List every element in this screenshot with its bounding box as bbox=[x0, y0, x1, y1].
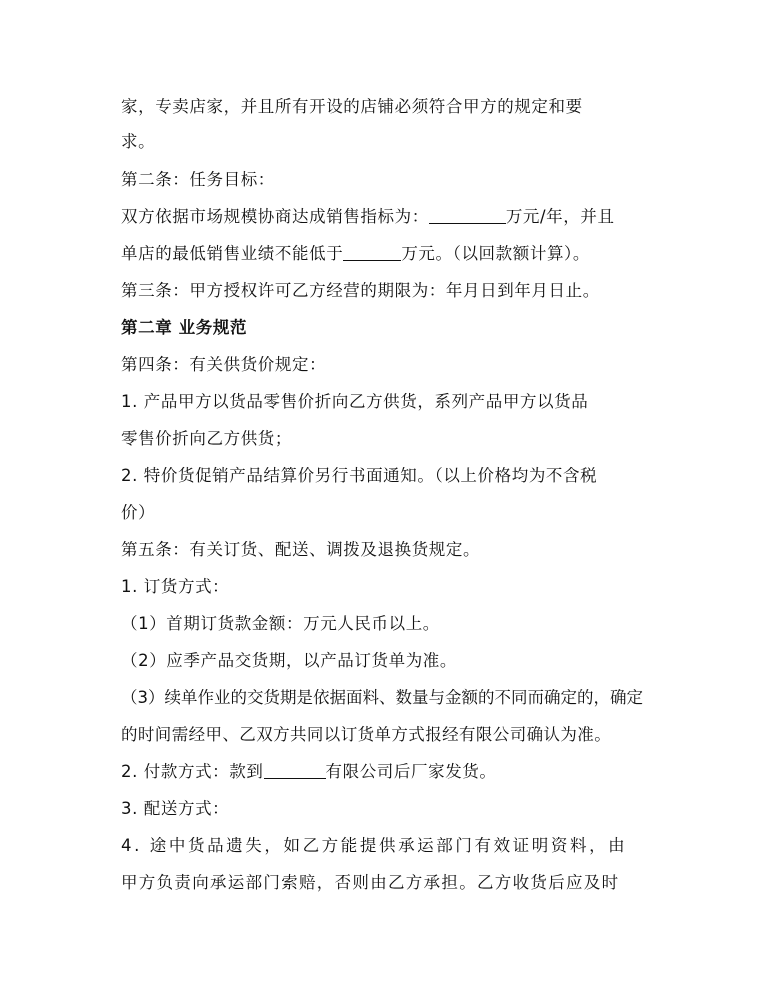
section-heading: 第二条：任务目标： bbox=[121, 170, 275, 189]
text-line bbox=[121, 207, 615, 227]
chapter-heading: 第二章 业务规范 bbox=[121, 318, 248, 337]
text-line: 零售价折向乙方供货； bbox=[121, 429, 292, 448]
text-line: 求。 bbox=[121, 132, 156, 151]
blank-field bbox=[343, 245, 401, 261]
text-segment: 双方依据市场规模协商达成销售指标为： bbox=[121, 207, 429, 226]
text-line: 4. 途中货品遗失，如乙方能提供承运部门有效证明资料，由 bbox=[121, 836, 628, 855]
section-heading: 第四条：有关供货价规定： bbox=[121, 355, 327, 374]
text-line: （1）首期订货款金额：万元人民币以上。 bbox=[121, 614, 440, 633]
text-line: （3）续单作业的交货期是依据面料、数量与金额的不同而确定的，确定 bbox=[121, 688, 643, 707]
text-line: 2. 特价货促销产品结算价另行书面通知。（以上价格均为不含税 bbox=[121, 466, 598, 485]
text-line: 第三条：甲方授权许可乙方经营的期限为：年月日到年月日止。 bbox=[121, 281, 600, 300]
text-line: 1. 订货方式： bbox=[121, 577, 230, 596]
text-line: 3. 配送方式： bbox=[121, 799, 230, 818]
text-line: 家，专卖店家，并且所有开设的店铺必须符合甲方的规定和要 bbox=[121, 97, 583, 116]
text-line: （2）应季产品交货期，以产品订货单为准。 bbox=[121, 651, 457, 670]
text-segment: 单店的最低销售业绩不能低于 bbox=[121, 244, 344, 263]
text-line: 甲方负责向承运部门索赔，否则由乙方承担。乙方收货后应及时 bbox=[121, 873, 620, 892]
text-line: 1. 产品甲方以货品零售价折向乙方供货，系列产品甲方以货品 bbox=[121, 392, 589, 411]
section-heading: 第五条：有关订货、配送、调拨及退换货规定。 bbox=[121, 540, 481, 559]
text-segment: 万元。（以回款额计算）。 bbox=[401, 244, 591, 263]
text-line bbox=[121, 244, 590, 264]
text-line bbox=[121, 762, 497, 782]
text-segment: 万元/年，并且 bbox=[505, 207, 615, 226]
blank-field bbox=[264, 763, 326, 779]
text-segment: 2. 付款方式：款到 bbox=[121, 762, 264, 781]
text-line: 的时间需经甲、乙双方共同以订货单方式报经有限公司确认为准。 bbox=[121, 725, 612, 744]
blank-field bbox=[429, 208, 506, 224]
text-line: 价） bbox=[121, 503, 156, 522]
text-segment: 有限公司后厂家发货。 bbox=[325, 762, 497, 781]
